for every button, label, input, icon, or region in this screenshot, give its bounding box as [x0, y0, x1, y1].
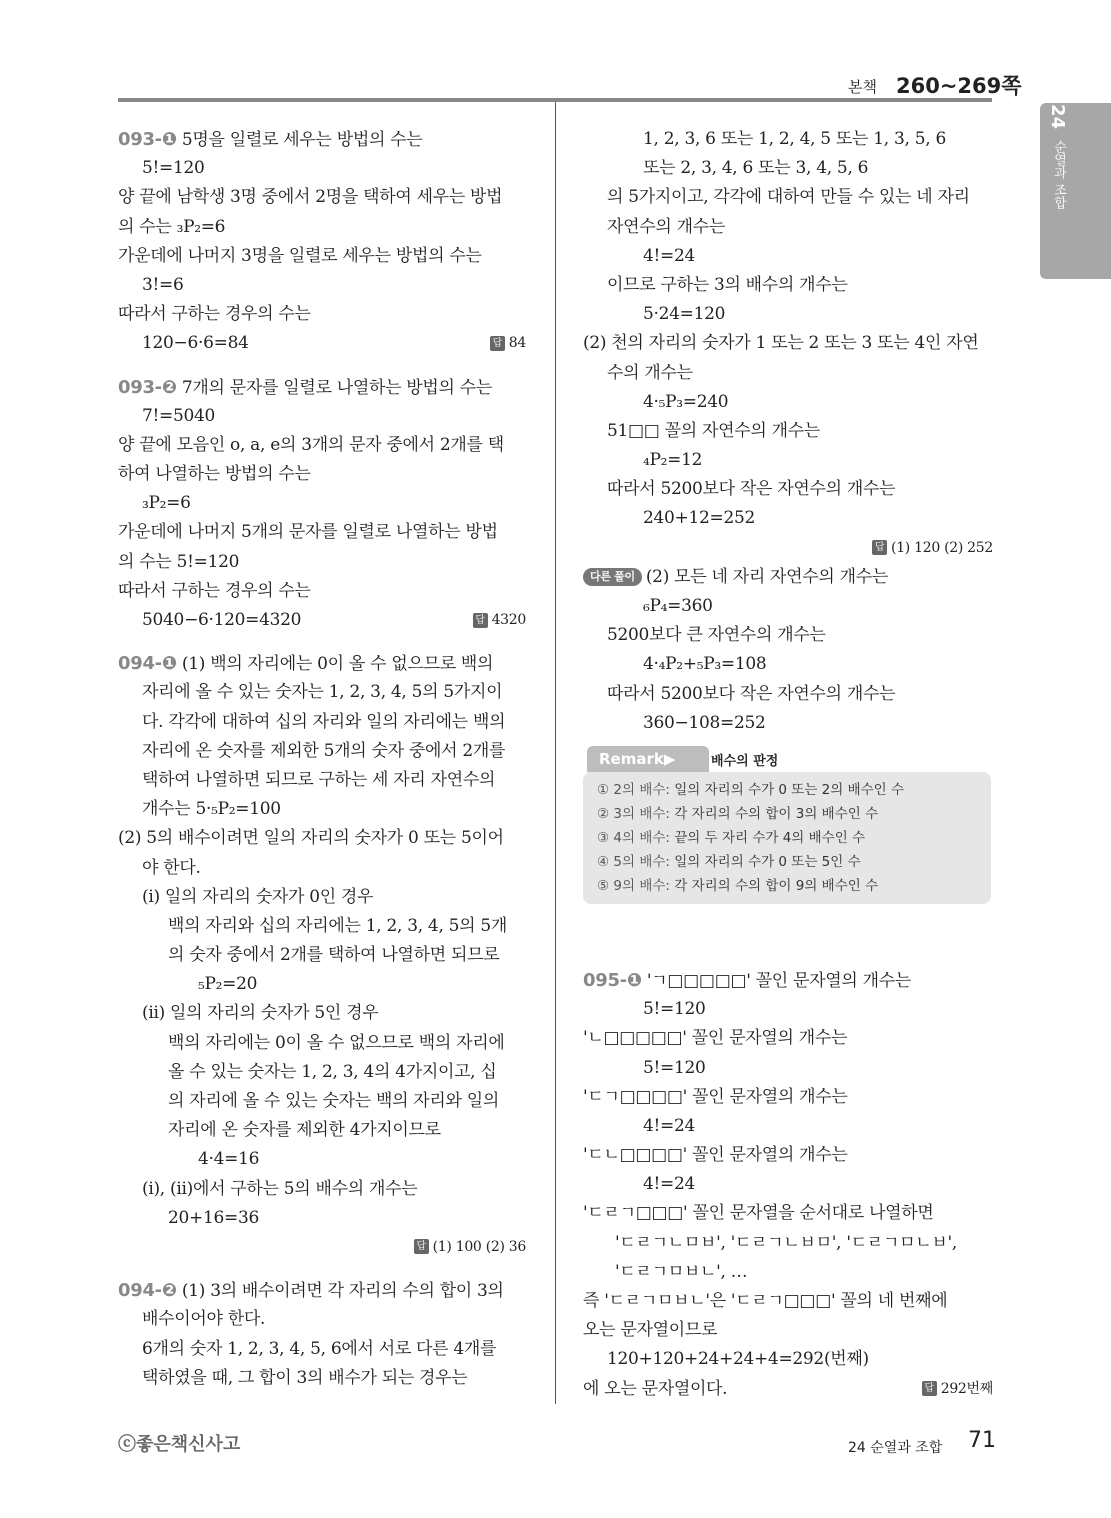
- text-line: 수의 개수는: [607, 362, 693, 383]
- formula: 5!=120: [643, 999, 706, 1020]
- remark-tag: Remark▶: [587, 746, 709, 772]
- side-tab-title: 순열과 조합: [1051, 140, 1066, 210]
- alt-solution-badge: 다른 풀이: [583, 568, 642, 586]
- answer-icon: 답: [490, 336, 505, 351]
- text-line: 6개의 숫자 1, 2, 3, 4, 5, 6에서 서로 다른 4개를: [142, 1338, 497, 1359]
- text-line: 또는 2, 3, 4, 6 또는 3, 4, 5, 6: [643, 158, 869, 179]
- text-line: 자연수의 개수는: [607, 216, 725, 237]
- text-line: 올 수 있는 숫자는 1, 2, 3, 4의 4가지이고, 십: [168, 1061, 497, 1082]
- text-line: 택하였을 때, 그 합이 3의 배수가 되는 경우는: [142, 1367, 468, 1388]
- text-line: 야 한다.: [142, 857, 201, 878]
- text-line: 가운데에 나머지 5개의 문자를 일렬로 나열하는 방법: [118, 522, 498, 543]
- problem-id: 094-❷: [118, 1280, 177, 1302]
- formula: 4!=24: [643, 245, 696, 266]
- text-line: 개수는 5·₅P₂=100: [142, 799, 281, 820]
- text-line: 즉 'ㄷㄹㄱㅁㅂㄴ'은 'ㄷㄹㄱ□□□' 꼴의 네 번째에: [583, 1291, 948, 1311]
- text-line: 자리에 올 수 있는 숫자는 1, 2, 3, 4, 5의 5가지이: [142, 682, 503, 703]
- text-line: (i), (ii)에서 구하는 5의 배수의 개수는: [142, 1178, 418, 1199]
- formula: 7!=5040: [142, 405, 216, 426]
- column-divider: [555, 102, 556, 1404]
- remark-item: ④ 5의 배수: 일의 자리의 수가 0 또는 5인 수: [597, 853, 861, 870]
- text-line: 따라서 구하는 경우의 수는: [118, 580, 311, 601]
- text-line: 'ㄷㄱ□□□□' 꼴인 문자열의 개수는: [583, 1086, 848, 1107]
- text-line: 양 끝에 남학생 3명 중에서 2명을 택하여 세우는 방법: [118, 187, 503, 208]
- problem-id: 093-❷: [118, 376, 177, 398]
- text-line: 1, 2, 3, 6 또는 1, 2, 4, 5 또는 1, 3, 5, 6: [643, 129, 946, 149]
- answer-icon: 답: [473, 613, 488, 628]
- remark-item: ① 2의 배수: 일의 자리의 수가 0 또는 2의 배수인 수: [597, 781, 905, 798]
- right-column: [583, 125, 993, 1404]
- formula: 4·₅P₃=240: [643, 391, 729, 412]
- formula: 20+16=36: [168, 1207, 259, 1228]
- formula: 3!=6: [142, 274, 184, 295]
- problem-id: 093-❶: [118, 129, 177, 150]
- text-line: 배수이어야 한다.: [142, 1309, 266, 1330]
- answer-mark: 답 (1) 120 (2) 252: [583, 534, 993, 563]
- header-label: 본책: [848, 78, 877, 96]
- text-line: (i) 일의 자리의 숫자가 0인 경우: [142, 886, 374, 907]
- text-line: 따라서 구하는 경우의 수는: [118, 304, 311, 325]
- remark-body: [583, 772, 991, 904]
- text-line: 5200보다 큰 자연수의 개수는: [607, 625, 826, 646]
- problem-094-2-line: 094-❷ (1) 3의 배수이려면 각 자리의 수의 합이 3의: [118, 1280, 504, 1302]
- formula: 5!=120: [643, 1057, 706, 1078]
- formula: 5·24=120: [643, 304, 726, 325]
- formula: 120+120+24+24+4=292(번째): [607, 1349, 869, 1370]
- answer-mark: 답 292번째: [922, 1375, 993, 1404]
- formula-with-answer: 5040−6·120=4320 답 4320: [118, 606, 526, 635]
- problem-094-1-line: 094-❶ (1) 백의 자리에는 0이 올 수 없으므로 백의: [118, 653, 494, 675]
- text-line: 'ㄷㄹㄱ□□□' 꼴인 문자열을 순서대로 나열하면: [583, 1203, 934, 1224]
- answer-mark: 답 4320: [473, 606, 526, 635]
- header-page-range: 260~269쪽: [896, 74, 1022, 98]
- remark-title: 배수의 판정: [711, 753, 779, 769]
- formula: 4·₄P₂+₅P₃=108: [643, 654, 767, 675]
- remark-box: [583, 746, 993, 904]
- problem-093-1-line: 093-❶ 5명을 일렬로 세우는 방법의 수는: [118, 129, 423, 150]
- text-line: 51□□ 꼴의 자연수의 개수는: [607, 420, 820, 441]
- text-line: 따라서 5200보다 작은 자연수의 개수는: [607, 683, 896, 704]
- remark-item: ② 3의 배수: 각 자리의 수의 합이 3의 배수인 수: [597, 805, 879, 822]
- text-line: 의 수는 5!=120: [118, 551, 240, 572]
- formula: 240+12=252: [643, 508, 756, 529]
- remark-item: ③ 4의 배수: 끝의 두 자리 수가 4의 배수인 수: [597, 829, 866, 846]
- answer-icon: 답: [414, 1239, 429, 1254]
- publisher-logo: ⓒ좋은책신사고: [118, 1434, 241, 1455]
- footer-chapter: 24 순열과 조합: [848, 1440, 943, 1456]
- formula: 4!=24: [643, 1115, 696, 1136]
- text-line: 따라서 5200보다 작은 자연수의 개수는: [607, 479, 896, 500]
- formula: ₃P₂=6: [142, 493, 191, 514]
- formula: 4!=24: [643, 1174, 696, 1195]
- text-line: 오는 문자열이므로: [583, 1320, 718, 1341]
- text-line: 양 끝에 모음인 o, a, e의 3개의 문자 중에서 2개를 택: [118, 434, 504, 455]
- text-line: 'ㄷㄹㄱㅁㅂㄴ', …: [615, 1261, 748, 1282]
- problem-id: 094-❶: [118, 653, 177, 675]
- text-line: 다. 각각에 대하여 십의 자리와 일의 자리에는 백의: [142, 711, 506, 732]
- formula: 5!=120: [142, 158, 205, 179]
- text-line: (2) 천의 자리의 숫자가 1 또는 2 또는 3 또는 4인 자연: [583, 333, 979, 354]
- text-line: 백의 자리에는 0이 올 수 없으므로 백의 자리에: [168, 1032, 505, 1053]
- left-column: [118, 125, 526, 1393]
- remark-item: ⑤ 9의 배수: 각 자리의 수의 합이 9의 배수인 수: [597, 877, 879, 894]
- text-line: (ii) 일의 자리의 숫자가 5인 경우: [142, 1003, 379, 1024]
- text-line: 'ㄴ□□□□□' 꼴인 문자열의 개수는: [583, 1028, 848, 1049]
- text-line: 백의 자리와 십의 자리에는 1, 2, 3, 4, 5의 5개: [168, 915, 508, 936]
- text-line: 택하여 나열하면 되므로 구하는 세 자리 자연수의: [142, 769, 496, 790]
- alt-solution-line: 다른 풀이 (2) 모든 네 자리 자연수의 개수는: [583, 563, 993, 592]
- text-line: 의 숫자 중에서 2개를 택하여 나열하면 되므로: [168, 945, 500, 966]
- text-line: 이므로 구하는 3의 배수의 개수는: [607, 274, 848, 295]
- answer-mark: 답 84: [490, 329, 526, 358]
- formula: ₅P₂=20: [198, 974, 258, 995]
- page-number: 71: [968, 1428, 996, 1453]
- formula: 4·4=16: [198, 1149, 260, 1170]
- text-line: 의 자리에 올 수 있는 숫자는 백의 자리와 일의: [168, 1091, 500, 1111]
- problem-093-2-line: 093-❷ 7개의 문자를 일렬로 나열하는 방법의 수는: [118, 376, 493, 398]
- text-line: 'ㄷㄴ□□□□' 꼴인 문자열의 개수는: [583, 1145, 848, 1166]
- text-line: 자리에 온 숫자를 제외한 5개의 숫자 중에서 2개를: [142, 740, 506, 761]
- formula: 360−108=252: [643, 712, 766, 733]
- text-with-answer: 에 오는 문자열이다. 답 292번째: [583, 1375, 993, 1404]
- text-line: (2) 5의 배수이려면 일의 자리의 숫자가 0 또는 5이어: [118, 828, 504, 849]
- answer-icon: 답: [922, 1381, 937, 1396]
- formula-with-answer: 120−6·6=84 답 84: [118, 329, 526, 358]
- text-line: 가운데에 나머지 3명을 일렬로 세우는 방법의 수는: [118, 245, 482, 266]
- answer-icon: 답: [872, 540, 887, 555]
- side-tab-number: 24: [1047, 104, 1068, 130]
- problem-095-1-line: 095-❶ 'ㄱ□□□□□' 꼴인 문자열의 개수는: [583, 969, 911, 991]
- text-line: 'ㄷㄹㄱㄴㅁㅂ', 'ㄷㄹㄱㄴㅂㅁ', 'ㄷㄹㄱㅁㄴㅂ',: [615, 1232, 957, 1253]
- text-line: 의 수는 ₃P₂=6: [118, 216, 226, 237]
- text-line: 의 5가지이고, 각각에 대하여 만들 수 있는 네 자리: [607, 187, 970, 208]
- formula: ₆P₄=360: [643, 596, 713, 616]
- answer-mark: 답 (1) 100 (2) 36: [118, 1233, 526, 1262]
- formula: ₄P₂=12: [643, 450, 703, 471]
- text-line: 자리에 온 숫자를 제외한 4가지이므로: [168, 1120, 441, 1141]
- text-line: 하여 나열하는 방법의 수는: [118, 464, 311, 485]
- problem-id: 095-❶: [583, 969, 642, 991]
